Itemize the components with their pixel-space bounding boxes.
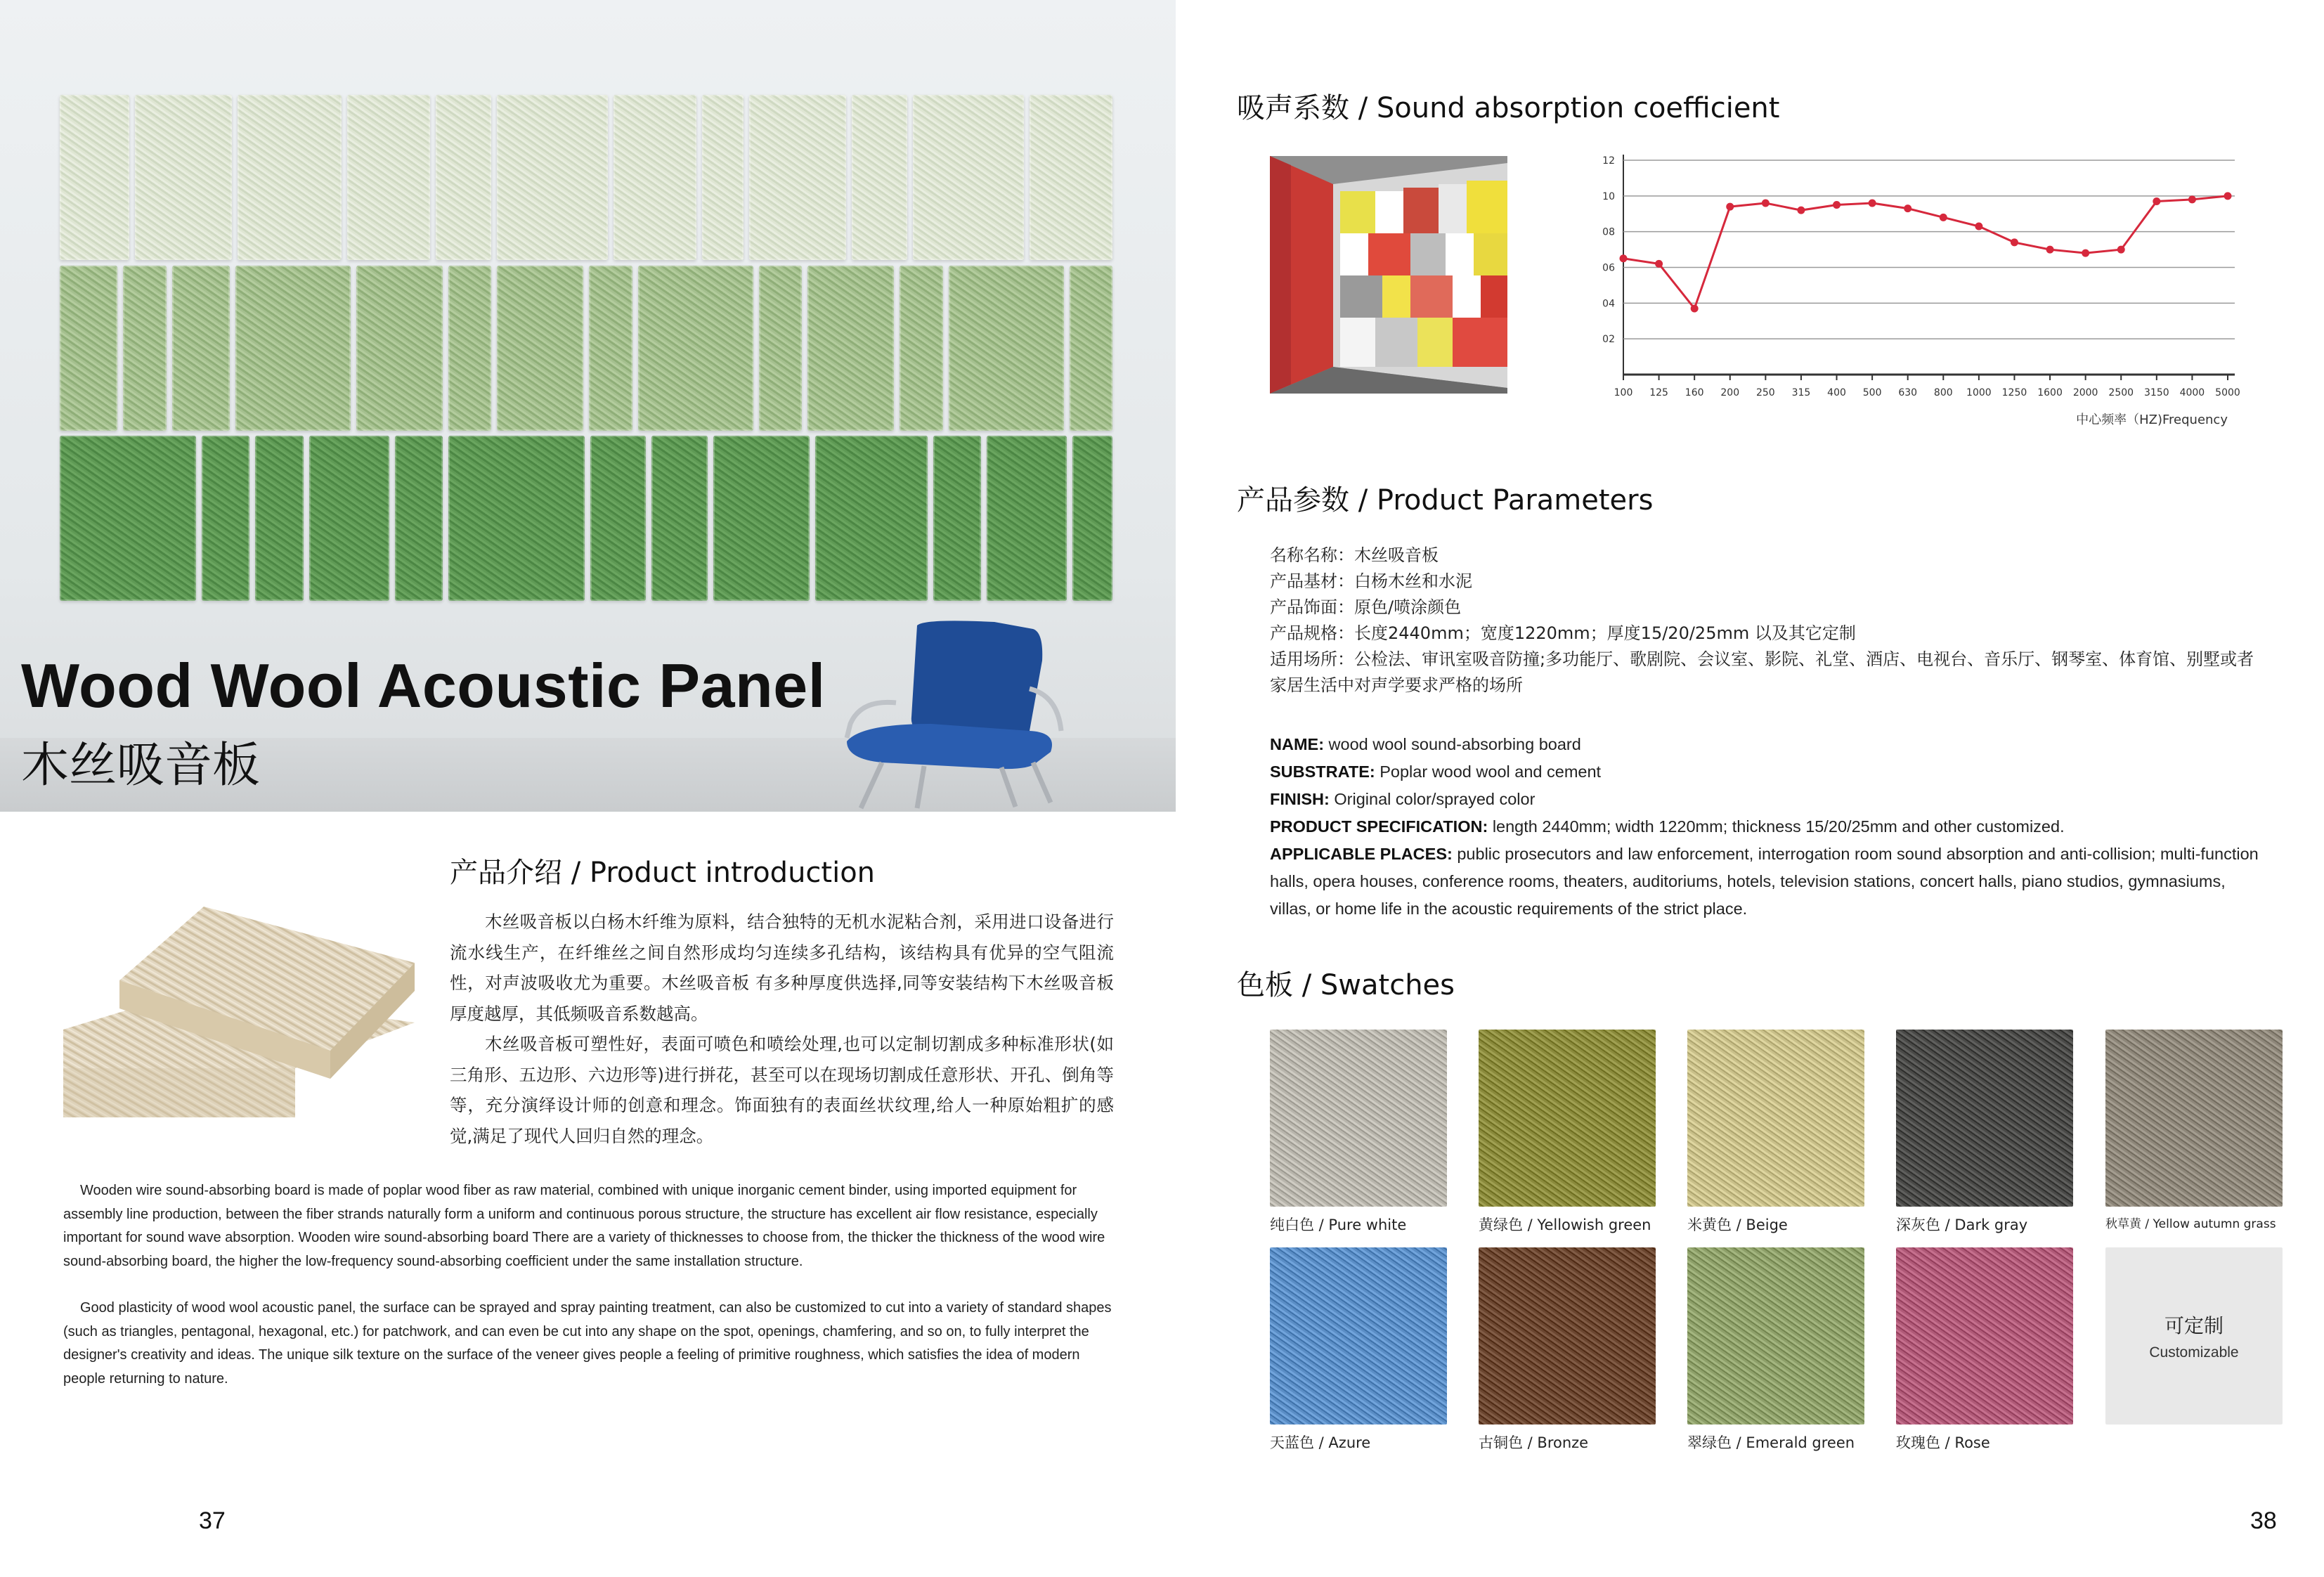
page-title-cn: 木丝吸音板 xyxy=(21,738,261,793)
param-en-spec-value: length 2440mm; width 1220mm; thickness 15/20/25mm and other customized. xyxy=(1488,817,2065,836)
swatch-chip xyxy=(1479,1247,1656,1425)
chart-x-tick-label: 4000 xyxy=(2179,387,2205,398)
chart-x-tick-label: 100 xyxy=(1614,387,1633,398)
chart-x-axis-label: 中心频率（HZ)Frequency xyxy=(2076,413,2228,427)
chair-image xyxy=(819,618,1079,812)
swatch-chip xyxy=(1687,1247,1864,1425)
params-cn-list xyxy=(1270,543,2268,699)
param-cn-finish: 产品饰面：原色/喷涂颜色 xyxy=(1270,597,1462,617)
chart-data-point xyxy=(1975,223,1982,231)
param-en-name-value: wood wool sound-absorbing board xyxy=(1324,735,1581,753)
param-en-substrate-value: Poplar wood wool and cement xyxy=(1375,762,1602,781)
custom-chip xyxy=(2105,1247,2283,1425)
absorption-chart xyxy=(1595,153,2256,434)
chart-x-tick-label: 2500 xyxy=(2108,387,2134,398)
param-cn-substrate: 产品基材：白杨木丝和水泥 xyxy=(1270,571,1472,591)
param-en-places-value: public prosecutors and law enforcement, interrogation room sound absorption and anti-collision; multi-function halls, opera houses, conference rooms, theaters, auditoriums, hotels, television stations, concert halls, piano studios, gymnasiums, villas, or home life in the acoustic requirements of the strict place. xyxy=(1270,845,2259,918)
swatch-chip xyxy=(1896,1030,2073,1207)
swatch-label: 翠绿色 / Emerald green xyxy=(1687,1434,1855,1451)
swatch-label: 黄绿色 / Yellowish green xyxy=(1479,1216,1651,1233)
sound-absorption-heading: 吸声系数 / Sound absorption coefficient xyxy=(1237,92,1780,124)
chart-data-point xyxy=(1655,260,1663,268)
swatch-yellow-autumn-grass[interactable] xyxy=(2105,1030,2283,1231)
chart-y-ticks xyxy=(1602,155,1615,345)
chart-x-tick-label: 1000 xyxy=(1966,387,1992,398)
swatch-customizable[interactable] xyxy=(2105,1247,2283,1425)
swatch-label: 深灰色 / Dark gray xyxy=(1896,1216,2028,1233)
panel-row-dark xyxy=(60,436,1112,601)
swatch-label: 玫瑰色 / Rose xyxy=(1896,1434,1990,1451)
swatch-chip xyxy=(2105,1030,2283,1207)
swatch-yellowish-green[interactable] xyxy=(1479,1030,1656,1235)
param-en-substrate-label: SUBSTRATE: xyxy=(1270,762,1375,781)
chart-data-point xyxy=(2082,249,2089,257)
hero-wall-image xyxy=(0,0,1176,812)
param-cn-places: 适用场所：公检法、审讯室吸音防撞;多功能厅、歌剧院、会议室、影院、礼堂、酒店、电视台、音乐厅、钢琴室、体育馆、别墅或者家居生活中对声学要求严格的场所 xyxy=(1270,649,2254,695)
chart-data-point xyxy=(1833,201,1841,209)
chart-data-point xyxy=(1797,207,1805,214)
chart-data-point xyxy=(2117,246,2125,254)
chart-y-tick-label: 06 xyxy=(1602,262,1615,274)
intro-paragraph-cn-2: 木丝吸音板可塑性好，表面可喷色和喷绘处理,也可以定制切割成多种标准形状(如三角形、五边形、六边形等)进行拼花，甚至可以在现场切割成任意形状、开孔、倒角等等，充分演绎设计师的创意和理念。饰面独有的表面丝状纹理,给人一种原始粗扩的感觉,满足了现代人回归自然的理念。 xyxy=(450,1034,1114,1146)
param-en-name xyxy=(1270,731,2268,758)
page-number-left: 37 xyxy=(199,1507,226,1534)
chart-data-point xyxy=(1869,200,1876,207)
param-en-places-label: APPLICABLE PLACES: xyxy=(1270,845,1453,863)
swatch-azure[interactable] xyxy=(1270,1247,1447,1453)
swatch-chip xyxy=(1270,1247,1447,1425)
swatch-pure-white[interactable] xyxy=(1270,1030,1447,1235)
param-en-finish-label: FINISH: xyxy=(1270,790,1330,808)
chart-x-tick-label: 800 xyxy=(1933,387,1953,398)
chart-data-point xyxy=(2046,246,2054,254)
swatch-bronze[interactable] xyxy=(1479,1247,1656,1453)
swatch-label: 天蓝色 / Azure xyxy=(1270,1434,1371,1451)
chart-x-tick-label: 3150 xyxy=(2144,387,2169,398)
intro-paragraph-en-2: Good plasticity of wood wool acoustic panel, the surface can be sprayed and spray painting treatment, can also be customized to cut into a variety of standard shapes (such as triangles, pentagonal, hexagonal, etc.) for patchwork, and can even be cut into any shape on the spot, openings, chamfering, and so on, to fully interpret the designer's creativity and ideas. The unique silk texture on the surface of the veneer gives people a feeling of primitive roughness, which satisfies the idea of modern people returning to nature. xyxy=(63,1300,1112,1387)
chart-data-point xyxy=(2188,195,2196,203)
chart-x-tick-label: 1250 xyxy=(2001,387,2027,398)
param-en-finish xyxy=(1270,786,2268,813)
swatch-chip xyxy=(1270,1030,1447,1207)
swatch-label: 秋草黄 / Yellow autumn grass xyxy=(2105,1217,2276,1231)
swatch-grid xyxy=(1270,1030,2289,1465)
intro-paragraph-en-1: Wooden wire sound-absorbing board is made of poplar wood fiber as raw material, combined with unique inorganic cement binder, using imported equipment for assembly line production, between the fiber strands naturally form a uniform and continuous porous structure, the structure has excellent air flow resistance, especially important for sound wave absorption. Wooden wire sound-absorbing board There are a variety of thicknesses to choose from, the thicker the thickness of the wood wire sound-absorbing board, the higher the low-frequency sound-absorbing coefficient under the same installation structure. xyxy=(63,1183,1105,1269)
chart-data-point xyxy=(1762,200,1770,207)
param-en-finish-value: Original color/sprayed color xyxy=(1329,790,1536,808)
wood-wool-board-image xyxy=(63,907,415,1124)
swatch-chip xyxy=(1687,1030,1864,1207)
swatch-rose[interactable] xyxy=(1896,1247,2073,1453)
corridor-image xyxy=(1270,156,1507,394)
param-cn-spec: 产品规格：长度2440mm；宽度1220mm；厚度15/20/25mm 以及其它定制 xyxy=(1270,623,1856,643)
swatch-label: 古铜色 / Bronze xyxy=(1479,1434,1589,1451)
swatch-label: 纯白色 / Pure white xyxy=(1270,1216,1407,1233)
swatch-chip xyxy=(1896,1247,2073,1425)
swatch-chip xyxy=(1479,1030,1656,1207)
chart-x-tick-label: 2000 xyxy=(2072,387,2098,398)
chart-grid xyxy=(1623,155,2235,375)
chart-x-tick-label: 200 xyxy=(1720,387,1740,398)
page-title-en: Wood Wool Acoustic Panel xyxy=(21,651,826,720)
param-en-substrate xyxy=(1270,758,2268,786)
chart-data-point xyxy=(2011,238,2018,246)
swatch-dark-gray[interactable] xyxy=(1896,1030,2073,1235)
chart-x-tick-label: 500 xyxy=(1862,387,1882,398)
chart-data-point xyxy=(2224,192,2232,200)
chart-series xyxy=(1620,192,2232,312)
param-cn-name: 名称名称：木丝吸音板 xyxy=(1270,545,1439,565)
chart-x-tick-label: 250 xyxy=(1755,387,1775,398)
custom-label-en: Customizable xyxy=(2149,1344,2239,1361)
chart-y-tick-label: 04 xyxy=(1602,298,1615,310)
chart-x-ticks xyxy=(1614,375,2240,398)
swatch-emerald-green[interactable] xyxy=(1687,1247,1864,1453)
chart-x-tick-label: 630 xyxy=(1898,387,1918,398)
chart-data-point xyxy=(1904,205,1911,212)
chart-data-point xyxy=(1726,203,1734,211)
chart-y-tick-label: 02 xyxy=(1602,334,1615,346)
swatch-label: 米黄色 / Beige xyxy=(1687,1216,1788,1233)
param-en-places xyxy=(1270,841,2268,923)
chart-y-tick-label: 08 xyxy=(1602,226,1615,238)
chart-x-tick-label: 5000 xyxy=(2215,387,2240,398)
chart-series-line xyxy=(1623,196,2228,309)
panel-row-medium xyxy=(60,266,1112,431)
chart-x-tick-label: 160 xyxy=(1684,387,1704,398)
chart-data-point xyxy=(1620,254,1628,262)
chart-data-point xyxy=(1940,214,1947,221)
swatch-beige[interactable] xyxy=(1687,1030,1864,1235)
intro-paragraph-cn-1: 木丝吸音板以白杨木纤维为原料，结合独特的无机水泥粘合剂，采用进口设备进行流水线生产，在纤维丝之间自然形成均匀连续多孔结构，该结构具有优异的空气阻流性，对声波吸收尤为重要。木丝吸音板 有多种厚度供选择,同等安装结构下木丝吸音板厚度越厚，其低频吸音系数越高。 xyxy=(450,911,1114,1024)
chart-data-point xyxy=(2153,197,2160,205)
chart-y-tick-label: 10 xyxy=(1602,190,1615,202)
page-number-right: 38 xyxy=(2250,1507,2277,1534)
chart-x-tick-label: 125 xyxy=(1649,387,1668,398)
chart-x-tick-label: 315 xyxy=(1791,387,1811,398)
param-en-spec xyxy=(1270,813,2268,841)
params-heading: 产品参数 / Product Parameters xyxy=(1237,484,1654,517)
custom-label-cn: 可定制 xyxy=(2164,1314,2224,1337)
panel-row-light xyxy=(60,95,1112,260)
chart-y-tick-label: 12 xyxy=(1602,155,1615,167)
swatches-heading: 色板 / Swatches xyxy=(1237,969,1455,1001)
chart-x-tick-label: 1600 xyxy=(2037,387,2063,398)
chart-x-tick-label: 400 xyxy=(1827,387,1846,398)
params-en-list xyxy=(1270,731,2268,923)
intro-heading: 产品介绍 / Product introduction xyxy=(450,857,876,889)
chart-data-point xyxy=(1691,304,1699,312)
param-en-name-label: NAME: xyxy=(1270,735,1325,753)
param-en-spec-label: PRODUCT SPECIFICATION: xyxy=(1270,817,1488,836)
